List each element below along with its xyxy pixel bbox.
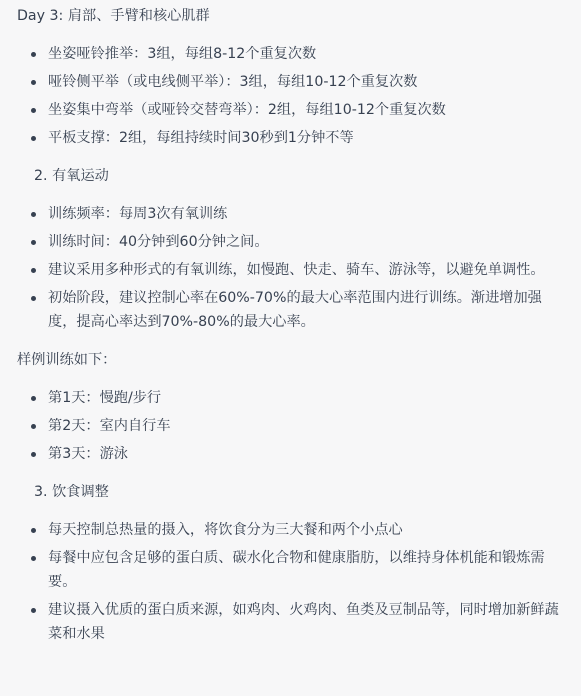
- section-2-number: 2.: [34, 168, 48, 184]
- diet-list: [17, 518, 569, 646]
- list-item: 训练时间：40分钟到60分钟之间。: [17, 230, 569, 254]
- list-item: 建议摄入优质的蛋白质来源，如鸡肉、火鸡肉、鱼类及豆制品等，同时增加新鲜蔬菜和水果: [17, 598, 569, 646]
- list-item: 训练频率：每周3次有氧训练: [17, 202, 569, 226]
- sample-heading: 样例训练如下：: [17, 352, 117, 368]
- list-item: 坐姿集中弯举（或哑铃交替弯举）：2组，每组10-12个重复次数: [17, 98, 569, 122]
- day3-heading: Day 3: 肩部、手臂和核心肌群: [17, 8, 210, 24]
- list-item: 第1天：慢跑/步行: [17, 386, 569, 410]
- list-item: 第3天：游泳: [17, 442, 569, 466]
- list-item: 建议采用多种形式的有氧训练，如慢跑、快走、骑车、游泳等，以避免单调性。: [17, 258, 569, 282]
- list-item: 每餐中应包含足够的蛋白质、碳水化合物和健康脂肪，以维持身体机能和锻炼需要。: [17, 546, 569, 594]
- day3-exercise-list: [17, 42, 569, 150]
- section-3-title: 饮食调整: [52, 484, 109, 500]
- list-item: 初始阶段，建议控制心率在60%-70%的最大心率范围内进行训练。渐进增加强度，提高心率达到70%-80%的最大心率。: [17, 286, 569, 334]
- list-item: 哑铃侧平举（或电线侧平举）：3组，每组10-12个重复次数: [17, 70, 569, 94]
- chat-message-content: [17, 4, 569, 660]
- section-2-heading: [17, 164, 569, 188]
- section-3-heading: [17, 480, 569, 504]
- list-item: 平板支撑：2组，每组持续时间30秒到1分钟不等: [17, 126, 569, 150]
- cardio-list: [17, 202, 569, 334]
- list-item: 坐姿哑铃推举：3组，每组8-12个重复次数: [17, 42, 569, 66]
- list-item: 第2天：室内自行车: [17, 414, 569, 438]
- list-item: 每天控制总热量的摄入，将饮食分为三大餐和两个小点心: [17, 518, 569, 542]
- section-2-title: 有氧运动: [52, 168, 109, 184]
- section-3-number: 3.: [34, 484, 48, 500]
- sample-list: [17, 386, 569, 466]
